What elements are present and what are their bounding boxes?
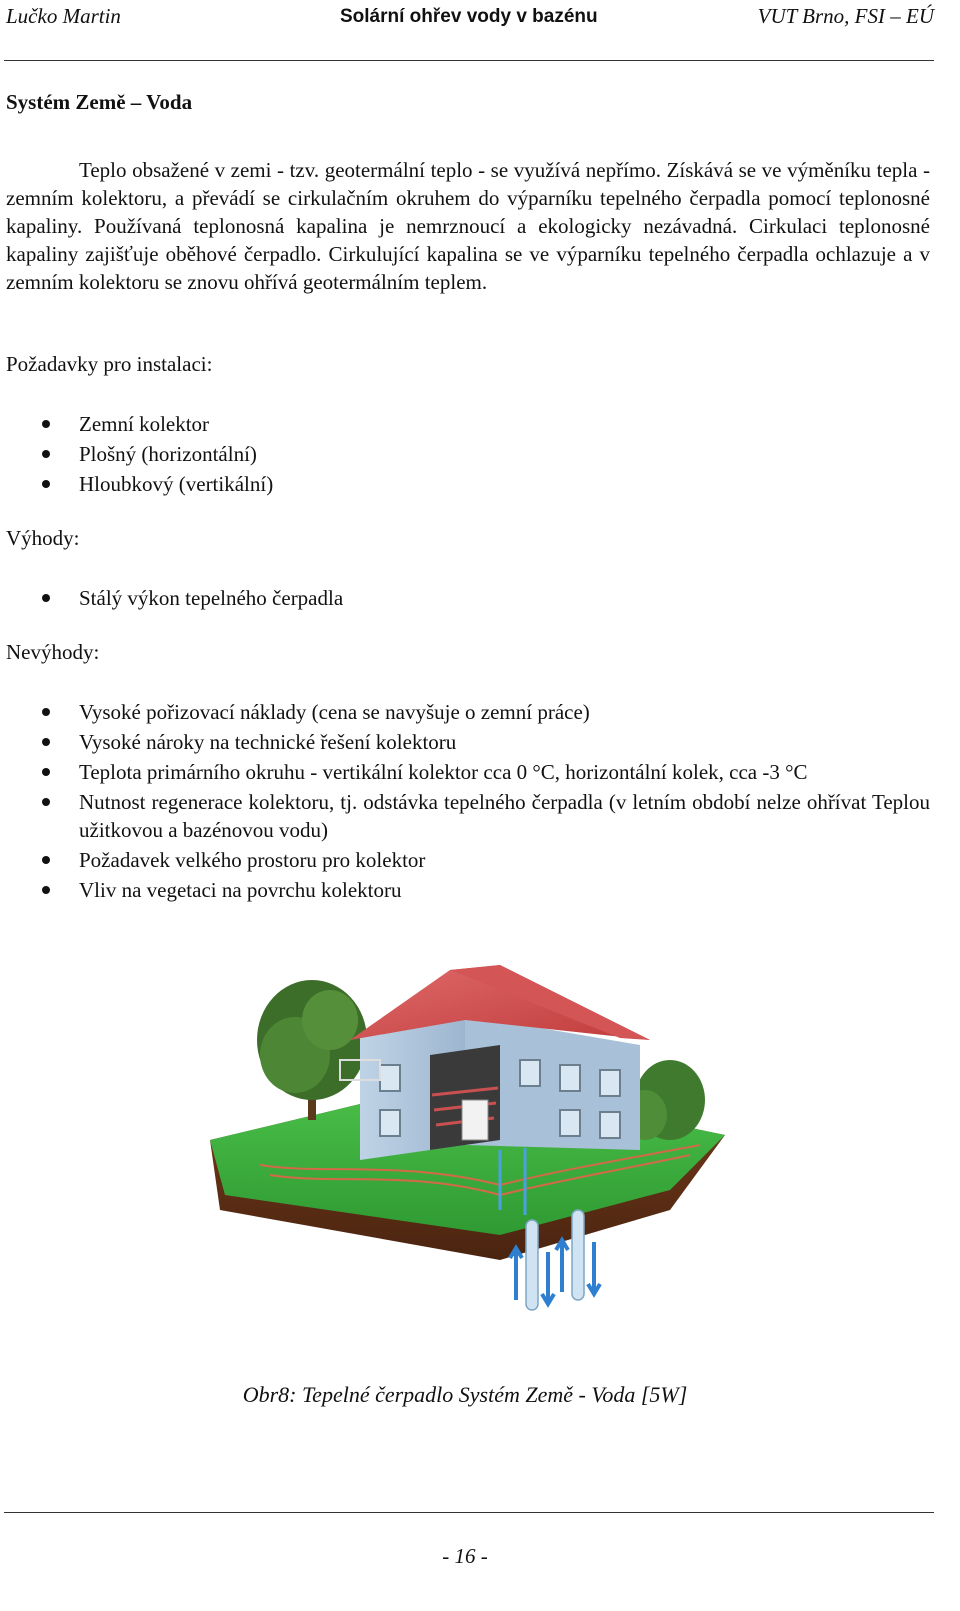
figure-caption: Obr8: Tepelné čerpadlo Systém Země - Voda [5W] [242,1382,688,1407]
disadvantages-list [0,698,930,904]
list-item: Zemní kolektor [0,410,930,438]
bullet-icon [42,738,50,746]
bullet-icon [42,480,50,488]
footer-rule [4,1512,934,1513]
bullet-icon [42,886,50,894]
list-item: Vysoké nároky na technické řešení kolektoru [0,728,930,756]
bullet-icon [42,768,50,776]
header-institution: VUT Brno, FSI – EÚ [757,4,934,28]
header-title: Solární ohřev vody v bazénu [340,6,598,27]
bullet-icon [42,420,50,428]
page-header [0,0,960,44]
header-author: Lučko Martin [6,4,121,28]
requirements-label: Požadavky pro instalaci: [6,352,213,376]
list-item: Vliv na vegetaci na povrchu kolektoru [0,876,930,904]
advantages-list [0,584,930,612]
list-item: Plošný (horizontální) [0,440,930,468]
bullet-icon [42,798,50,806]
requirements-list [0,410,930,498]
bullet-icon [42,856,50,864]
heat-pump-illustration [200,960,740,1330]
list-item: Hloubkový (vertikální) [0,470,930,498]
disadvantages-label: Nevýhody: [6,640,100,664]
list-item: Nutnost regenerace kolektoru, tj. odstávka tepelného čerpadla (v letním období nelze ohřívat Teplou užitkovou a bazénovou vodu) [0,788,930,844]
bullet-icon [42,594,50,602]
section-paragraph [6,156,930,296]
list-item: Stálý výkon tepelného čerpadla [0,584,930,612]
list-item: Vysoké pořizovací náklady (cena se navyšuje o zemní práce) [0,698,930,726]
list-item: Požadavek velkého prostoru pro kolektor [0,846,930,874]
paragraph-text: Teplo obsažené v zemi - tzv. geotermální teplo - se využívá nepřímo. Získává se ve výměníku tepla - zemním kolektoru, a převádí se cirkulačním okruhem do výparníku tepelného čerpadla pomocí teplonosné kapaliny. Používaná teplonosná kapalina je nemrznoucí a ekologicky nezávadná. Cirkulaci teplonosné kapaliny zajišťuje oběhové čerpadlo. Cirkulující kapalina se ve výparníku tepelného čerpadla ochlazuje a v zemním kolektoru se znovu ohřívá geotermálním teplem. [6,158,930,294]
bullet-icon [42,708,50,716]
advantages-label: Výhody: [6,526,80,550]
bullet-icon [42,450,50,458]
list-item: Teplota primárního okruhu - vertikální kolektor cca 0 °C, horizontální kolek, cca -3 °C [0,758,930,786]
page-number: - 16 - [442,1544,488,1568]
section-title: Systém Země – Voda [6,90,193,114]
header-rule [4,60,934,61]
